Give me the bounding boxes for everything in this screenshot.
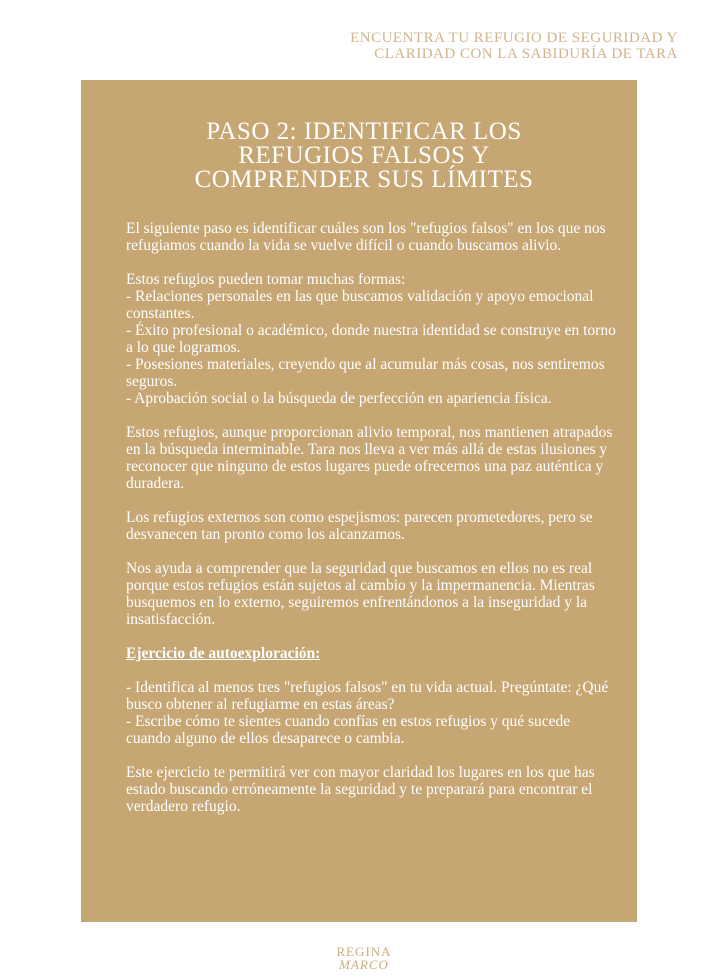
title-line-1: PASO 2: IDENTIFICAR LOS <box>206 118 522 145</box>
forms-item: - Posesiones materiales, creyendo que al acumular más cosas, nos sentiremos seguros. <box>126 356 605 390</box>
header-tagline <box>258 30 678 62</box>
mirage-paragraph: Los refugios externos son como espejismos: parecen prometedores, pero se desvanecen tan pronto como los alcanzamos. <box>126 509 593 543</box>
forms-intro: Estos refugios pueden tomar muchas formas: <box>126 271 406 288</box>
forms-item: - Relaciones personales en las que buscamos validación y apoyo emocional constantes. <box>126 288 594 322</box>
logo-line-2: MARCO <box>339 957 389 972</box>
intro-paragraph: El siguiente paso es identificar cuáles son los "refugios falsos" en los que nos refugiamos cuando la vida se vuelve difícil o cuando buscamos alivio. <box>126 220 606 254</box>
relief-paragraph: Estos refugios, aunque proporcionan alivio temporal, nos mantienen atrapados en la búsqueda interminable. Tara nos lleva a ver más allá de estas ilusiones y reconocer que ninguno de estos lugares puede ofrecernos una paz auténtica y duradera. <box>126 424 613 492</box>
exercise-heading: Ejercicio de autoexploración: <box>126 645 321 662</box>
page-title <box>120 120 608 192</box>
exercise-item: - Identifica al menos tres "refugios falsos" en tu vida actual. Pregúntate: ¿Qué busco obtener al refugiarme en estas áreas? <box>126 679 609 713</box>
header-tagline-line2: CLARIDAD CON LA SABIDURÍA DE TARA <box>374 46 678 62</box>
exercise-list <box>126 679 618 747</box>
title-line-3: COMPRENDER SUS LÍMITES <box>194 166 534 193</box>
header-tagline-line1: ENCUENTRA TU REFUGIO DE SEGURIDAD Y <box>350 30 678 46</box>
card-content <box>126 220 618 832</box>
forms-list <box>126 271 618 407</box>
security-paragraph: Nos ayuda a comprender que la seguridad que buscamos en ellos no es real porque estos refugios están sujetos al cambio y la impermanencia. Mientras busquemos en lo externo, seguiremos enfrentándonos a la inseguridad y la insatisfacción. <box>126 560 595 628</box>
title-line-2: REFUGIOS FALSOS Y <box>238 142 490 169</box>
logo-line-1: REGINA <box>336 944 392 959</box>
brand-logo <box>329 945 399 971</box>
forms-item: - Aprobación social o la búsqueda de perfección en apariencia física. <box>126 390 552 407</box>
closing-paragraph: Este ejercicio te permitirá ver con mayor claridad los lugares en los que has estado buscando erróneamente la seguridad y te preparará para encontrar el verdadero refugio. <box>126 764 595 815</box>
forms-item: - Éxito profesional o académico, donde nuestra identidad se construye en torno a lo que logramos. <box>126 322 616 356</box>
exercise-item: - Escribe cómo te sientes cuando confías en estos refugios y qué sucede cuando alguno de ellos desaparece o cambia. <box>126 713 571 747</box>
